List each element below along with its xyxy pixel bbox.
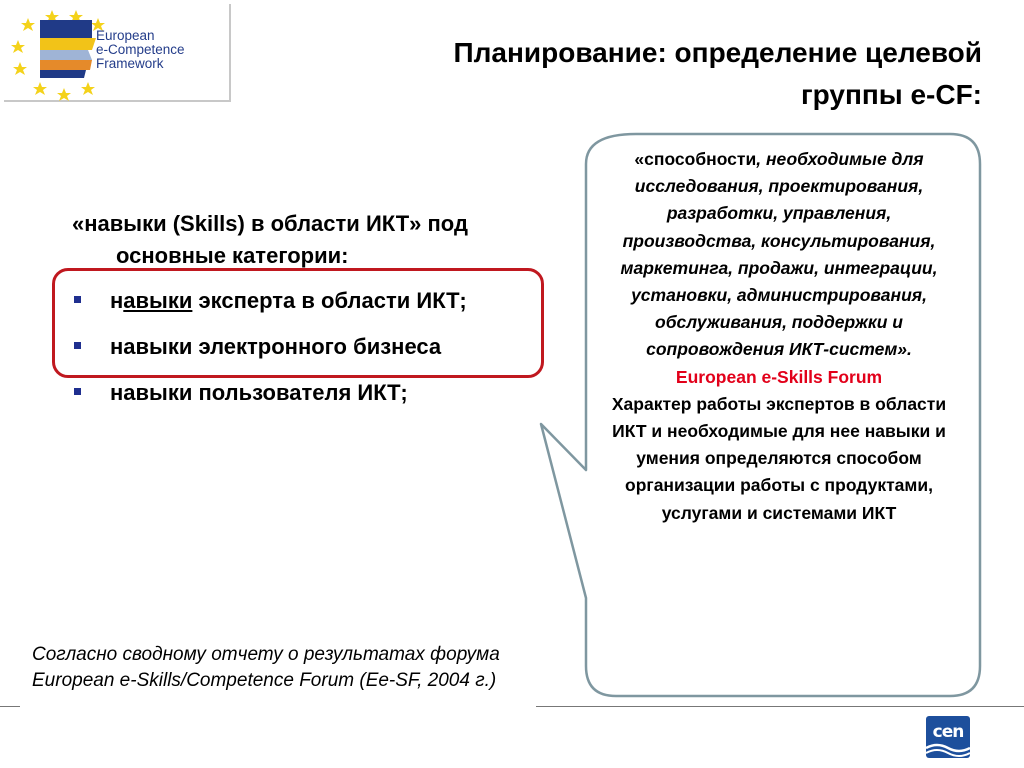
intro-line-2: основные категории: (116, 243, 349, 268)
logo-line: Framework (96, 56, 164, 71)
list-item-prefix: н (110, 288, 124, 313)
source-note: Согласно сводному отчету о результатах форума European e-Skills/Competence Forum (Ee-SF, 2004 г.) (32, 644, 500, 691)
logo-line: e-Competence (96, 42, 185, 57)
list-item-text: навыки электронного бизнеса (110, 334, 442, 359)
callout-description: Характер работы экспертов в области ИКТ и необходимые для нее навыки и умения определяются способом организации работы с продуктами, услугами и системами ИКТ (611, 393, 947, 523)
callout-quote-body: , необходимые для исследования, проектирования, разработки, управления, производства, консультирования, маркетинга, продажи, интеграции, установки, администрирования, обслуживания, поддержки и сопровождения ИКТ-систем». (620, 149, 938, 360)
list-item-rest: эксперта в области ИКТ; (192, 288, 467, 313)
title-line-2: группы e-CF: (800, 79, 982, 110)
footer-divider (536, 706, 1024, 707)
wave-icon (926, 740, 970, 758)
callout-text (606, 146, 952, 527)
callout-forum: European e-Skills Forum (675, 366, 883, 387)
list-item-text: навыки пользователя ИКТ; (110, 380, 408, 405)
intro-line-1: «навыки (Skills) в области ИКТ» под (72, 211, 468, 236)
cen-logo-icon (926, 716, 970, 758)
logo-line: European (96, 28, 155, 43)
cen-logo-text: cen (932, 722, 964, 742)
list-item-underlined: авыки (123, 288, 193, 313)
title-line-1: Планирование: определение целевой (453, 37, 982, 68)
callout-quote-open: «способности (634, 149, 757, 169)
footer-divider (0, 706, 20, 707)
